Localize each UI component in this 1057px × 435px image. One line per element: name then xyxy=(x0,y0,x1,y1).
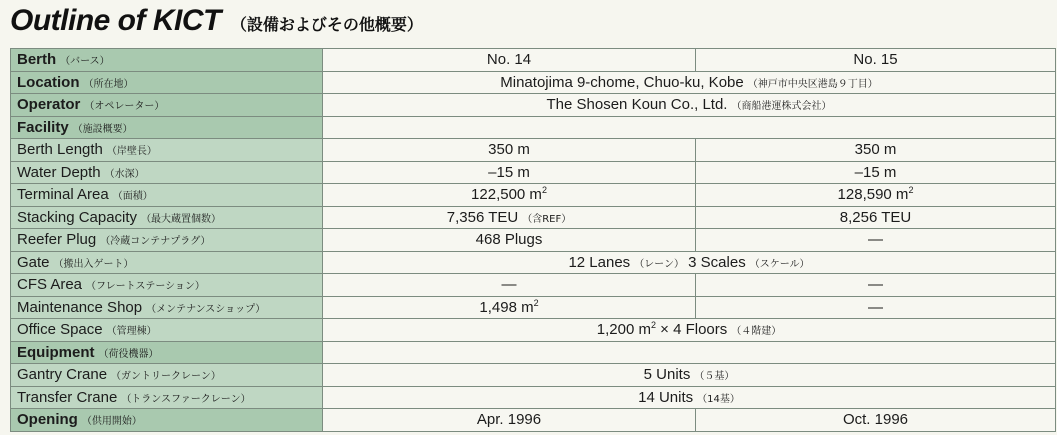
berth-length-no14: 350 m xyxy=(323,139,696,162)
label-location: Location （所在地） xyxy=(11,71,323,94)
reefer-plug-no15: — xyxy=(696,229,1056,252)
water-depth-no14: –15 m xyxy=(323,161,696,184)
terminal-area-no14: 122,500 $m^2$ xyxy=(323,184,696,207)
label-equipment: Equipment （荷役機器） xyxy=(11,341,323,364)
row-transfer-crane xyxy=(11,386,1056,409)
label-cfs-area: CFS Area （フレートステーション） xyxy=(11,274,323,297)
opening-no15: Oct. 1996 xyxy=(696,409,1056,432)
opening-no14: Apr. 1996 xyxy=(323,409,696,432)
maintenance-shop-no15: — xyxy=(696,296,1056,319)
row-berth-length xyxy=(11,139,1056,162)
page-title: Outline of KICT xyxy=(10,4,221,37)
page-header xyxy=(10,4,423,44)
outline-table xyxy=(10,48,1056,432)
operator-value: The Shosen Koun Co., Ltd. （商船港運株式会社） xyxy=(323,94,1056,117)
label-gate: Gate （搬出入ゲート） xyxy=(11,251,323,274)
stacking-capacity-no15: 8,256 TEU xyxy=(696,206,1056,229)
row-cfs-area xyxy=(11,274,1056,297)
row-maintenance-shop xyxy=(11,296,1056,319)
location-value: Minatojima 9-chome, Chuo-ku, Kobe （神戸市中央区港島９丁目） xyxy=(323,71,1056,94)
label-berth: Berth （バース） xyxy=(11,49,323,72)
row-berth xyxy=(11,49,1056,72)
row-stacking-capacity xyxy=(11,206,1056,229)
row-water-depth xyxy=(11,161,1056,184)
berth-length-no15: 350 m xyxy=(696,139,1056,162)
facility-blank xyxy=(323,116,1056,139)
berth-no14: No. 14 xyxy=(323,49,696,72)
water-depth-no15: –15 m xyxy=(696,161,1056,184)
equipment-blank xyxy=(323,341,1056,364)
label-facility: Facility （施設概要） xyxy=(11,116,323,139)
label-maintenance-shop: Maintenance Shop （メンテナンスショップ） xyxy=(11,296,323,319)
row-gantry-crane xyxy=(11,364,1056,387)
row-facility xyxy=(11,116,1056,139)
label-gantry-crane: Gantry Crane （ガントリークレーン） xyxy=(11,364,323,387)
row-office-space xyxy=(11,319,1056,342)
row-reefer-plug xyxy=(11,229,1056,252)
row-terminal-area xyxy=(11,184,1056,207)
gantry-crane-value: 5 Units （５基） xyxy=(323,364,1056,387)
gate-value: 12 Lanes （レーン） 3 Scales （スケール） xyxy=(323,251,1056,274)
row-gate xyxy=(11,251,1056,274)
label-water-depth: Water Depth （水深） xyxy=(11,161,323,184)
office-space-value: 1,200 $m^2 \times 4$ Floors （４階建） xyxy=(323,319,1056,342)
label-office-space: Office Space （管理棟） xyxy=(11,319,323,342)
berth-no15: No. 15 xyxy=(696,49,1056,72)
row-operator xyxy=(11,94,1056,117)
transfer-crane-value: 14 Units （14基） xyxy=(323,386,1056,409)
row-opening xyxy=(11,409,1056,432)
cfs-area-no14: — xyxy=(323,274,696,297)
cfs-area-no15: — xyxy=(696,274,1056,297)
label-terminal-area: Terminal Area （面積） xyxy=(11,184,323,207)
reefer-plug-no14: 468 Plugs xyxy=(323,229,696,252)
maintenance-shop-no14: 1,498 $m^2$ xyxy=(323,296,696,319)
row-location xyxy=(11,71,1056,94)
terminal-area-no15: 128,590 $m^2$ xyxy=(696,184,1056,207)
label-transfer-crane: Transfer Crane （トランスファークレーン） xyxy=(11,386,323,409)
label-stacking-capacity: Stacking Capacity （最大蔵置個数） xyxy=(11,206,323,229)
row-equipment xyxy=(11,341,1056,364)
label-opening: Opening （供用開始） xyxy=(11,409,323,432)
label-reefer-plug: Reefer Plug （冷蔵コンテナプラグ） xyxy=(11,229,323,252)
label-operator: Operator （オペレーター） xyxy=(11,94,323,117)
page-title-jp: （設備およびその他概要） xyxy=(230,15,423,34)
label-berth-length: Berth Length （岸壁長） xyxy=(11,139,323,162)
stacking-capacity-no14: 7,356 TEU （含REF） xyxy=(323,206,696,229)
